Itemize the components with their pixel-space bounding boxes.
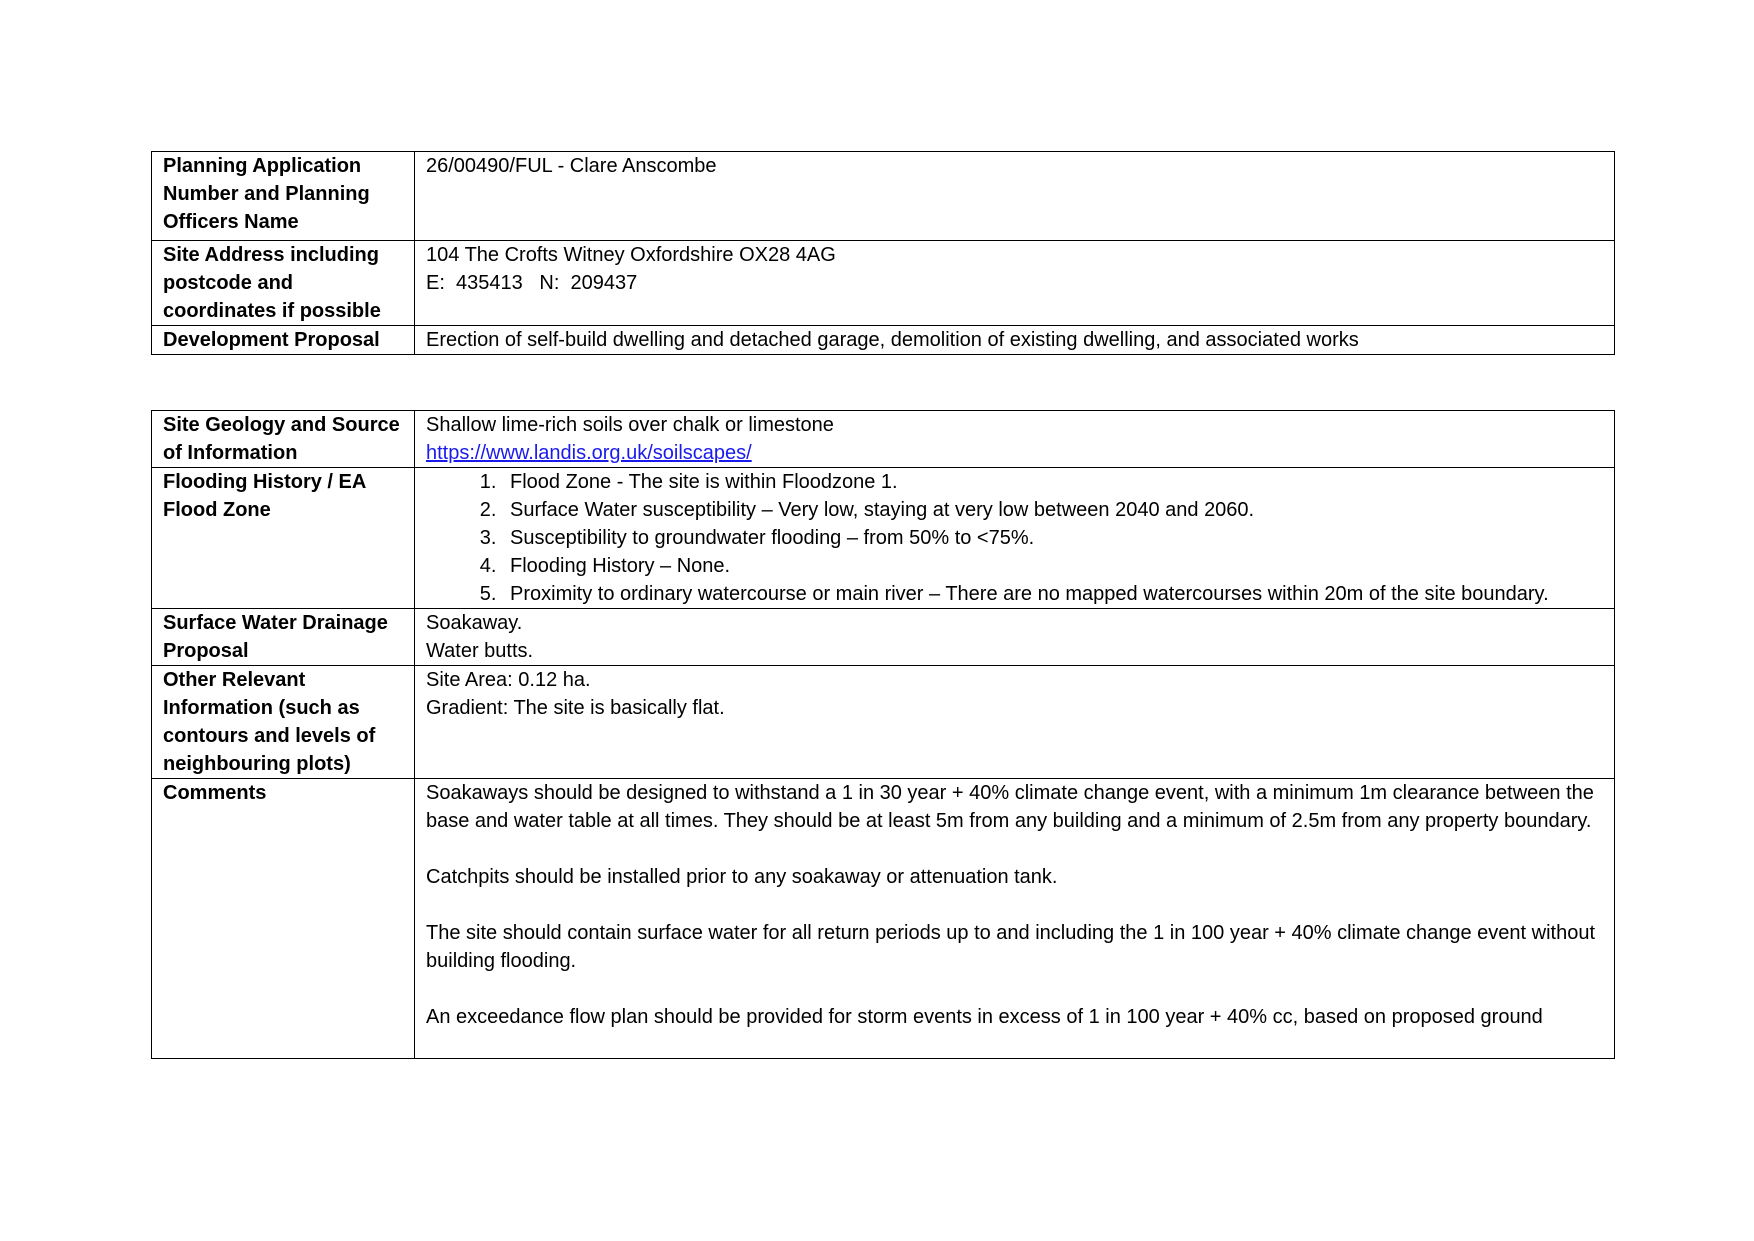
- table-row: [152, 779, 1615, 1059]
- comment-paragraph: The site should contain surface water for all return periods up to and including the 1 in 100 year + 40% climate change event without building flooding.: [426, 922, 1601, 972]
- comment-paragraph: An exceedance flow plan should be provided for storm events in excess of 1 in 100 year + 40% cc, based on proposed ground: [426, 1006, 1543, 1028]
- comments-label: Comments: [152, 779, 415, 1059]
- list-item: 2. Surface Water susceptibility – Very low, staying at very low between 2040 and 2060.: [502, 496, 1604, 524]
- flooding-history-label: Flooding History / EA Flood Zone: [152, 468, 415, 609]
- table-row: [152, 468, 1615, 609]
- table-row: [152, 609, 1615, 666]
- site-address-value: [415, 241, 1615, 326]
- comments-body: [426, 779, 1604, 1058]
- surface-water-line: Soakaway.: [426, 612, 523, 634]
- table-row: [152, 152, 1615, 241]
- application-number-label: Planning Application Number and Planning Officers Name: [152, 152, 415, 241]
- site-geology-value: [415, 411, 1615, 468]
- table-row: [152, 666, 1615, 779]
- geology-description: Shallow lime-rich soils over chalk or limestone: [426, 414, 834, 436]
- comment-paragraph: Soakaways should be designed to withstand a 1 in 30 year + 40% climate change event, with a minimum 1m clearance between the base and water table at all times. They should be at least 5m from any building and a minimum of 2.5m from any property boundary.: [426, 782, 1600, 832]
- other-information-value: [415, 666, 1615, 779]
- table-row: [152, 326, 1615, 355]
- application-number-value: 26/00490/FUL - Clare Anscombe: [415, 152, 1615, 241]
- comment-paragraph: Catchpits should be installed prior to any soakaway or attenuation tank.: [426, 866, 1058, 888]
- list-item: 3. Susceptibility to groundwater flooding – from 50% to <75%.: [502, 524, 1604, 552]
- gradient-line: Gradient: The site is basically flat.: [426, 697, 725, 719]
- site-geology-label: Site Geology and Source of Information: [152, 411, 415, 468]
- application-details-table: [151, 151, 1615, 355]
- development-proposal-value: Erection of self-build dwelling and detached garage, demolition of existing dwelling, and associated works: [415, 326, 1615, 355]
- site-area-line: Site Area: 0.12 ha.: [426, 669, 591, 691]
- surface-water-line: Water butts.: [426, 640, 534, 662]
- list-item: 4. Flooding History – None.: [502, 552, 1604, 580]
- site-coordinates-line: E: 435413 N: 209437: [426, 272, 638, 294]
- list-item: 5. Proximity to ordinary watercourse or main river – There are no mapped watercourses within 20m of the site boundary.: [502, 580, 1604, 608]
- table-row: [152, 411, 1615, 468]
- surface-water-label: Surface Water Drainage Proposal: [152, 609, 415, 666]
- soilscapes-link[interactable]: https://www.landis.org.uk/soilscapes/: [426, 442, 752, 464]
- other-information-label: Other Relevant Information (such as contours and levels of neighbouring plots): [152, 666, 415, 779]
- table-row: [152, 241, 1615, 326]
- site-address-label: Site Address including postcode and coordinates if possible: [152, 241, 415, 326]
- drainage-assessment-table: [151, 410, 1615, 1059]
- flooding-history-value: [415, 468, 1615, 609]
- comments-value: [415, 779, 1615, 1059]
- flooding-list: [426, 468, 1604, 608]
- development-proposal-label: Development Proposal: [152, 326, 415, 355]
- site-address-line: 104 The Crofts Witney Oxfordshire OX28 4AG: [426, 244, 836, 266]
- list-item: 1. Flood Zone - The site is within Floodzone 1.: [502, 468, 1604, 496]
- surface-water-value: [415, 609, 1615, 666]
